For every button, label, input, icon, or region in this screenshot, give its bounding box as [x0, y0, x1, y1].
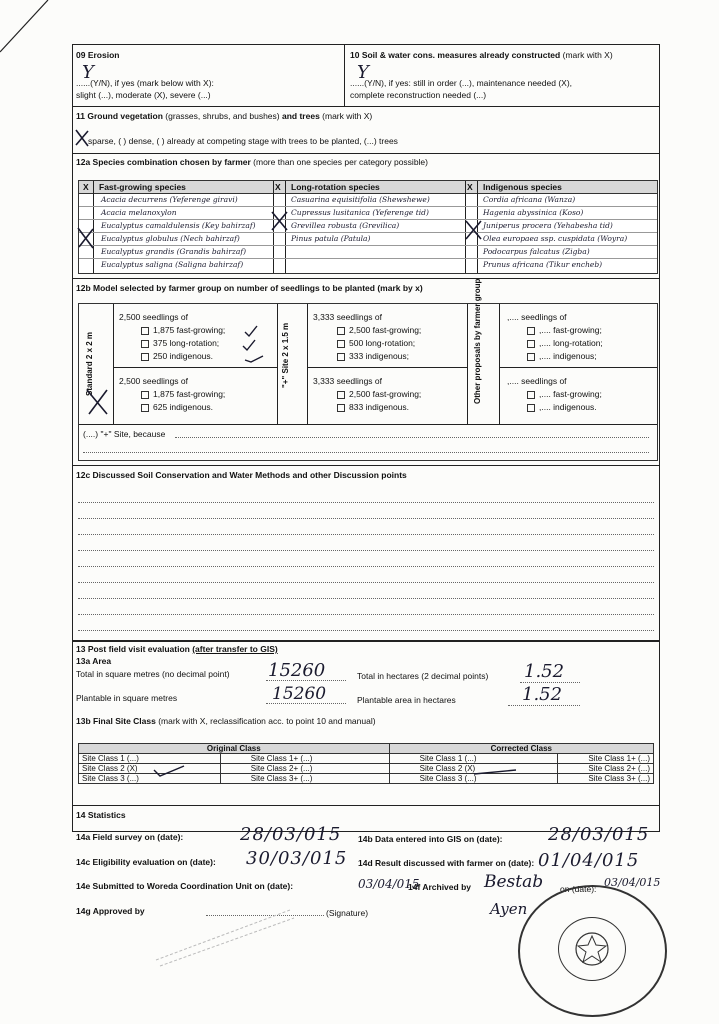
- discussion-line: [78, 630, 654, 631]
- swc-line1: ......(Y/N), if yes: still in order (...), maintenance needed (X),: [350, 78, 573, 88]
- checkbox-icon[interactable]: [141, 404, 149, 412]
- discussion-line: [78, 582, 654, 583]
- total-sqm-line: [266, 680, 346, 681]
- discussed-date: 01/04/015: [538, 850, 640, 871]
- checkbox-icon[interactable]: [141, 340, 149, 348]
- vegetation-options: sparse, ( ) dense, ( ) already at competing stage with trees to be planted, (...) trees: [88, 136, 398, 146]
- checkbox-icon[interactable]: [337, 327, 345, 335]
- indig-species-2: Hagenia abyssinica (Koso): [483, 208, 584, 217]
- site-b-fast: [337, 389, 421, 399]
- long-species-1: Casuarina equisitifolia (Shewshewe): [291, 195, 430, 204]
- statistics-title: 14 Statistics: [76, 810, 126, 820]
- std-b-fast: [141, 389, 225, 399]
- model-col-line: [499, 304, 500, 424]
- long-species-3: Grevillea robusta (Grevilica): [291, 221, 400, 230]
- plantable-sqm-value: 15260: [272, 684, 327, 704]
- checkbox-icon[interactable]: [527, 327, 535, 335]
- total-ha-value: 1.52: [524, 661, 565, 682]
- corr-class-2[interactable]: Site Class 2 (X): [389, 764, 558, 774]
- discussed-label: 14d Result discussed with farmer on (date):: [358, 858, 535, 868]
- site-b-indig-label: 833 indigenous.: [349, 402, 410, 412]
- fast-species-1: Acacia decurrens (Yeferenge giravi): [101, 195, 238, 204]
- species-table: [78, 180, 658, 274]
- long-rotation-header: Long-rotation species: [291, 182, 380, 192]
- plus-site-label: "+" Site 2 x 1.5 m: [281, 322, 290, 388]
- model-row-line: [79, 424, 657, 425]
- archived-by-signature: Bestab: [484, 872, 544, 892]
- long-species-2: Cupressus lusitanica (Yeferenge tid): [291, 208, 429, 217]
- corrected-class-header: Corrected Class: [389, 744, 653, 754]
- species-x-col: X: [83, 182, 89, 192]
- other-a-long-label: ,.... long-rotation;: [539, 338, 603, 348]
- model-col-line: [277, 304, 278, 424]
- corr-class-1-plus[interactable]: Site Class 1+ (...): [558, 754, 654, 764]
- rule-after-12a: [72, 278, 659, 279]
- checkbox-icon[interactable]: [337, 353, 345, 361]
- final-site-class-title: [76, 716, 376, 726]
- site-b-indig: [337, 402, 409, 412]
- model-col-line: [307, 304, 308, 424]
- fast-species-3: Eucalyptus camaldulensis (Key bahirzaf): [101, 221, 256, 230]
- total-ha-line: [520, 682, 580, 683]
- other-proposals-label: Other proposals by farmer group: [473, 278, 482, 404]
- erosion-title: 09 Erosion: [76, 50, 120, 60]
- grevillea-x-mark: [270, 210, 290, 232]
- site-a-fast: [337, 325, 421, 335]
- model-col-line: [467, 304, 468, 424]
- model-row-line: [113, 367, 277, 368]
- erosion-line2: slight (...), moderate (X), severe (...): [76, 90, 211, 100]
- plantable-ha-line: [508, 705, 580, 706]
- site-a-fast-label: 2,500 fast-growing;: [349, 325, 422, 335]
- species-title-rest: (more than one species per category possible): [253, 157, 428, 167]
- other-b-fast: [527, 389, 602, 399]
- std-a-fast: [141, 325, 225, 335]
- because-line-2: [83, 452, 649, 453]
- checkbox-icon[interactable]: [527, 391, 535, 399]
- checkbox-icon[interactable]: [141, 353, 149, 361]
- indig-x-col: X: [467, 182, 473, 192]
- other-b-fast-label: ,.... fast-growing;: [539, 389, 602, 399]
- model-row-line: [499, 367, 657, 368]
- plantable-ha-value: 1.52: [522, 684, 563, 705]
- total-sqm-value: 15260: [268, 660, 326, 681]
- rule-after-10: [72, 106, 659, 107]
- corr-class-2-plus[interactable]: Site Class 2+ (...): [558, 764, 654, 774]
- discussion-line: [78, 550, 654, 551]
- eucalyptus-x-mark: [76, 226, 96, 250]
- signature-label: (Signature): [326, 908, 369, 918]
- indig-species-4: Olea europaea ssp. cuspidata (Woyra): [483, 234, 628, 243]
- checkbox-icon[interactable]: [527, 353, 535, 361]
- row-line: [79, 258, 657, 259]
- plus-site-because: (....) "+" Site, because: [83, 429, 166, 439]
- field-survey-label: 14a Field survey on (date):: [76, 832, 184, 842]
- submitted-date: 03/04/015: [358, 877, 420, 891]
- checkbox-icon[interactable]: [527, 340, 535, 348]
- other-a-long: [527, 338, 603, 348]
- archived-date-label: on (date):: [560, 884, 597, 894]
- site-a-indig: [337, 351, 409, 361]
- other-a-indig: [527, 351, 597, 361]
- swc-title-bold: 10 Soil & water cons. measures already constructed: [350, 50, 561, 60]
- model-row-line: [307, 367, 467, 368]
- juniperus-x-mark: [464, 219, 484, 241]
- discussion-line: [78, 502, 654, 503]
- std-b-fast-label: 1,875 fast-growing;: [153, 389, 226, 399]
- swc-line2: complete reconstruction needed (...): [350, 90, 487, 100]
- plantable-sqm-label: Plantable in square metres: [76, 693, 178, 703]
- std-a-total: 2,500 seedlings of: [119, 312, 188, 322]
- fast-species-4: Eucalyptus globulus (Nech bahirzaf): [101, 234, 240, 243]
- approver-signature: Ayen: [490, 900, 528, 918]
- std-a-long: [141, 338, 219, 348]
- faint-stamp-mark: [150, 900, 300, 970]
- official-seal: [518, 885, 667, 1017]
- site-a-long-label: 500 long-rotation;: [349, 338, 416, 348]
- orig-class-1[interactable]: Site Class 1 (...): [79, 754, 221, 764]
- other-a-fast-label: ,.... fast-growing;: [539, 325, 602, 335]
- approved-label: 14g Approved by: [76, 906, 145, 916]
- erosion-line1: ......(Y/N), if yes (mark below with X):: [76, 78, 214, 88]
- species-title: [76, 157, 428, 167]
- orig-class-3[interactable]: Site Class 3 (...): [79, 774, 221, 784]
- corr-class-3[interactable]: Site Class 3 (...): [389, 774, 558, 784]
- row-line: [79, 206, 657, 207]
- original-class-header: Original Class: [79, 744, 390, 754]
- archived-date: 03/04/015: [604, 876, 661, 889]
- rule-after-12c: [72, 640, 659, 642]
- veg-title-rest: (mark with X): [322, 111, 373, 121]
- rule-after-11: [72, 153, 659, 154]
- corr-class-2-dash: [470, 766, 520, 778]
- other-b-indig: [527, 402, 597, 412]
- post-visit-title-underlined: (after transfer to GIS): [192, 644, 278, 654]
- vegetation-x-mark: [74, 128, 90, 148]
- swc-title: [350, 50, 613, 60]
- eligibility-date: 30/03/015: [246, 848, 348, 869]
- site-b-total: 3,333 seedlings of: [313, 376, 382, 386]
- final-class-bold: 13b Final Site Class: [76, 716, 156, 726]
- other-a-total: ,.... seedlings of: [507, 312, 567, 322]
- std-a-indig: [141, 351, 213, 361]
- std-a-long-label: 375 long-rotation;: [153, 338, 220, 348]
- species-title-bold: 12a Species combination chosen by farmer: [76, 157, 251, 167]
- site-a-total: 3,333 seedlings of: [313, 312, 382, 322]
- std-b-total: 2,500 seedlings of: [119, 376, 188, 386]
- discussion-line: [78, 534, 654, 535]
- std-a-indig-label: 250 indigenous.: [153, 351, 214, 361]
- std-b-indig-label: 625 indigenous.: [153, 402, 214, 412]
- other-b-indig-label: ,.... indigenous.: [539, 402, 597, 412]
- post-visit-title-text: 13 Post field visit evaluation: [76, 644, 190, 654]
- indigenous-header: Indigenous species: [483, 182, 562, 192]
- other-a-fast: [527, 325, 602, 335]
- total-sqm-label: Total in square metres (no decimal point): [76, 669, 230, 679]
- corr-class-3-plus[interactable]: Site Class 3+ (...): [558, 774, 654, 784]
- orig-class-2-check: [150, 764, 190, 778]
- swc-answer: Y: [357, 62, 369, 83]
- standard-label: Standard 2 x 2 m: [85, 331, 94, 396]
- std-a-check-marks: [241, 322, 277, 364]
- discussion-line: [78, 566, 654, 567]
- orig-class-3-plus[interactable]: Site Class 3+ (...): [220, 774, 389, 784]
- scan-corner-mark: [0, 0, 60, 60]
- orig-class-1-plus[interactable]: Site Class 1+ (...): [220, 754, 389, 764]
- submitted-label: 14e Submitted to Woreda Coordination Unit on (date):: [76, 881, 294, 891]
- checkbox-icon[interactable]: [337, 391, 345, 399]
- field-survey-date: 28/03/015: [240, 824, 342, 845]
- checkbox-icon[interactable]: [527, 404, 535, 412]
- final-class-rest: (mark with X, reclassification acc. to point 10 and manual): [158, 716, 376, 726]
- total-ha-label: Total in hectares (2 decimal points): [357, 671, 489, 681]
- archived-label: 14f Archived by: [408, 882, 471, 892]
- fast-growing-header: Fast-growing species: [99, 182, 186, 192]
- fast-species-2: Acacia melanoxylon: [101, 208, 177, 217]
- veg-title-mid: (grasses, shrubs, and bushes): [165, 111, 280, 121]
- std-a-fast-label: 1,875 fast-growing;: [153, 325, 226, 335]
- model-title: 12b Model selected by farmer group on number of seedlings to be planted (mark by x): [76, 283, 423, 293]
- indig-species-5: Podocarpus falcatus (Zigba): [483, 247, 590, 256]
- long-species-4: Pinus patula (Patula): [291, 234, 371, 243]
- row-line: [79, 245, 657, 246]
- discussion-title: 12c Discussed Soil Conservation and Water Methods and other Discussion points: [76, 470, 407, 480]
- because-line: [175, 437, 649, 438]
- discussion-line: [78, 598, 654, 599]
- orig-class-2[interactable]: Site Class 2 (X): [79, 764, 221, 774]
- divider-09-10: [344, 44, 345, 106]
- post-visit-title: [76, 644, 278, 654]
- model-col-line: [113, 304, 114, 424]
- fast-species-6: Eucalyptus saligna (Saligna bahirzaf): [101, 260, 244, 269]
- swc-title-rest: (mark with X): [562, 50, 613, 60]
- indig-species-1: Cordia africana (Wanza): [483, 195, 576, 204]
- fast-species-5: Eucalyptus grandis (Grandis bahirzaf): [101, 247, 247, 256]
- checkbox-icon[interactable]: [337, 404, 345, 412]
- plantable-ha-label: Plantable area in hectares: [357, 695, 456, 705]
- gis-entry-date: 28/03/015: [548, 824, 650, 845]
- checkbox-icon[interactable]: [141, 391, 149, 399]
- emblem-icon: [559, 918, 625, 980]
- eligibility-label: 14c Eligibility evaluation on (date):: [76, 857, 216, 867]
- row-line: [79, 219, 657, 220]
- veg-title-bold2: and trees: [282, 111, 320, 121]
- site-a-indig-label: 333 indigenous;: [349, 351, 410, 361]
- erosion-answer: Y: [82, 62, 94, 83]
- plantable-sqm-line: [266, 703, 346, 704]
- vegetation-title: [76, 111, 372, 121]
- site-b-fast-label: 2,500 fast-growing;: [349, 389, 422, 399]
- site-a-long: [337, 338, 415, 348]
- other-a-indig-label: ,.... indigenous;: [539, 351, 597, 361]
- area-title: 13a Area: [76, 656, 112, 666]
- corr-class-1[interactable]: Site Class 1 (...): [389, 754, 558, 764]
- indig-species-3: Juniperus procera (Yehabesha tid): [483, 221, 613, 230]
- rule-after-13: [72, 805, 659, 806]
- std-b-indig: [141, 402, 213, 412]
- checkbox-icon[interactable]: [337, 340, 345, 348]
- discussion-line: [78, 518, 654, 519]
- seal-emblem: [558, 917, 626, 981]
- indig-species-6: Prunus africana (Tikur encheb): [483, 260, 603, 269]
- gis-entry-label: 14b Data entered into GIS on (date):: [358, 834, 503, 844]
- standard-x-mark: [85, 388, 111, 416]
- discussion-line: [78, 614, 654, 615]
- row-line: [79, 232, 657, 233]
- orig-class-2-plus[interactable]: Site Class 2+ (...): [220, 764, 389, 774]
- veg-title-bold: 11 Ground vegetation: [76, 111, 163, 121]
- long-x-col: X: [275, 182, 281, 192]
- other-b-total: ,.... seedlings of: [507, 376, 567, 386]
- rule-after-12b: [72, 465, 659, 466]
- checkbox-icon[interactable]: [141, 327, 149, 335]
